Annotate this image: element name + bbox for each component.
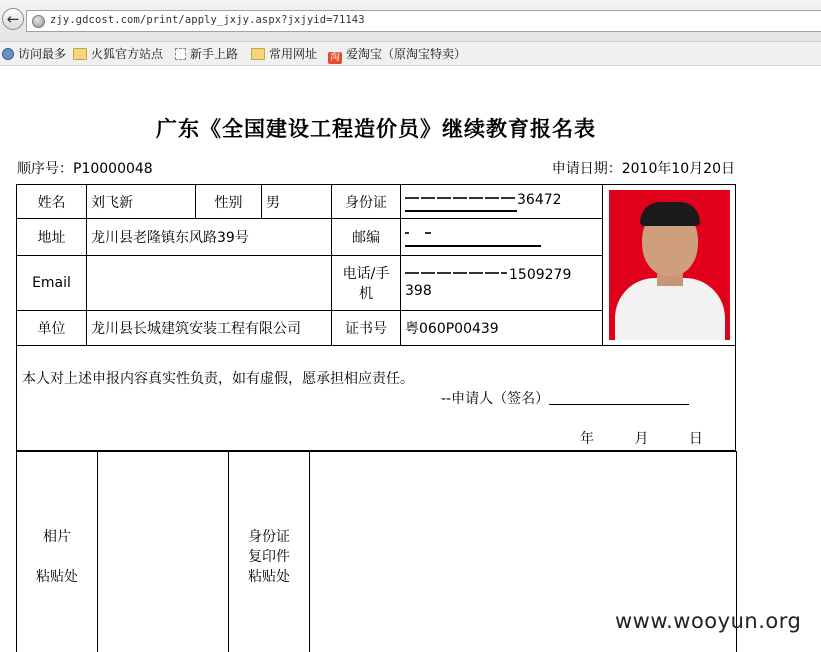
- value-gender: 男: [262, 185, 332, 219]
- label-company: 单位: [17, 311, 87, 346]
- label-name: 姓名: [17, 185, 87, 219]
- taobao-icon: 淘: [330, 52, 340, 63]
- folder-icon: [251, 48, 265, 60]
- bookmark-most-visited[interactable]: 访问最多: [2, 46, 66, 62]
- value-address: 龙川县老隆镇东风路39号: [87, 219, 332, 256]
- value-id-card: 36472: [401, 185, 603, 219]
- watermark: www.wooyun.org: [615, 609, 802, 633]
- page-icon: [175, 48, 186, 60]
- phone-masked: [405, 267, 509, 283]
- id-card-masked: [405, 192, 517, 212]
- url-field[interactable]: [26, 10, 821, 32]
- date-line: 年 月 日: [580, 431, 703, 447]
- bookmark-common-sites[interactable]: 常用网址: [251, 46, 317, 62]
- label-id-card: 身份证: [332, 185, 401, 219]
- label-postcode: 邮编: [332, 219, 401, 256]
- applicant-photo: [609, 190, 730, 340]
- bookmark-firefox-site[interactable]: 火狐官方站点: [73, 46, 163, 62]
- label-phone: 电话/手机: [332, 256, 401, 311]
- globe-icon: [32, 15, 45, 28]
- id-paste-label: 身份证 复印件 粘贴处: [229, 452, 310, 652]
- value-postcode: [401, 219, 603, 256]
- registration-table: [16, 184, 736, 451]
- label-email: Email: [17, 256, 87, 311]
- back-button[interactable]: ←: [2, 8, 24, 30]
- bookmarks-toolbar: [0, 42, 821, 66]
- value-cert-no: 粤060P00439: [401, 311, 603, 346]
- form-title: 广东《全国建设工程造价员》继续教育报名表: [156, 116, 596, 141]
- label-cert-no: 证书号: [332, 311, 401, 346]
- photo-cell: [603, 185, 736, 346]
- postcode-masked: [405, 227, 541, 247]
- value-email: [87, 256, 332, 311]
- value-company: 龙川县长城建筑安装工程有限公司: [87, 311, 332, 346]
- bookmark-aitaobao[interactable]: 淘 爱淘宝（原淘宝特卖）: [330, 47, 467, 63]
- serial-number: 顺序号：P10000048: [17, 161, 153, 177]
- url-text: zjy.gdcost.com/print/apply_jxjy.aspx?jxjyid=71143: [50, 14, 365, 26]
- photo-paste-area: [98, 452, 229, 652]
- value-phone: 1509279 398: [401, 256, 603, 311]
- declaration-cell: [17, 346, 736, 451]
- gear-icon: [2, 48, 14, 60]
- bookmark-getting-started[interactable]: 新手上路: [175, 46, 238, 62]
- photo-paste-label: 相片 粘贴处: [17, 452, 98, 652]
- label-address: 地址: [17, 219, 87, 256]
- label-gender: 性别: [196, 185, 262, 219]
- folder-icon: [73, 48, 87, 60]
- signature-line: --申请人（签名）: [441, 388, 689, 408]
- declaration-text: 本人对上述申报内容真实性负责，如有虚假，愿承担相应责任。: [22, 371, 414, 387]
- value-name: 刘飞新: [87, 185, 196, 219]
- address-toolbar: [0, 0, 821, 42]
- apply-date: 申请日期：2010年10月20日: [551, 161, 735, 177]
